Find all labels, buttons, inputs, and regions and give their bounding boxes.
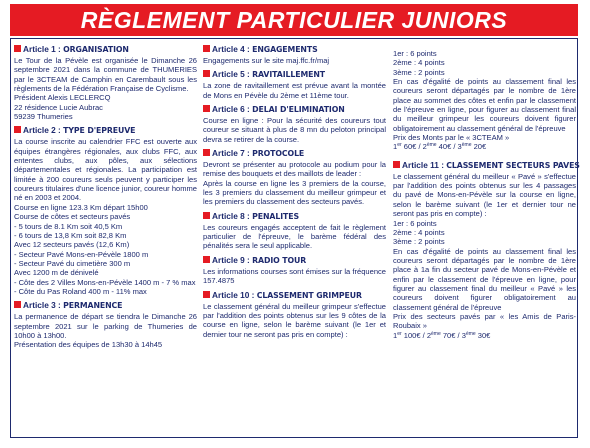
address-city: 59239 Thumeries	[14, 112, 73, 122]
column-middle	[203, 44, 386, 343]
article-heading: Article 2 : TYPE D'EPREUVE	[14, 125, 197, 136]
square-bullet-icon	[203, 105, 210, 112]
points-line: 1er : 6 points	[393, 218, 437, 228]
article-11	[393, 159, 580, 340]
square-bullet-icon	[393, 161, 400, 168]
article-heading: Article 11 : CLASSEMENT SECTEURS PAVES	[393, 160, 576, 171]
article-text: La permanence de départ se tiendra le Dimanche 26 septembre 2021 sur le parking de Thumeries de 10h00 à 13h00.	[14, 312, 197, 340]
article-10-continued	[393, 49, 576, 152]
points-line: 2ème : 4 points	[393, 227, 445, 237]
text-line: - Côte du Pas Roland 400 m - 11% max	[14, 286, 147, 296]
article-text: Le Tour de la Pévèle est organisée le Dimanche 26 septembre 2021 dans la commune de THUMERIES par le 3CTEAM de Camphin en Carembault sous les règlements de la Fédération Française de Cyclisme.	[14, 56, 197, 94]
president-name: Président Alexis LECLERCQ	[14, 93, 111, 103]
square-bullet-icon	[203, 70, 210, 77]
text-line: - 5 tours de 8.1 Km soit 40,5 Km	[14, 221, 123, 231]
article-heading: Article 6 : DELAI D'ELIMINATION	[203, 104, 386, 115]
text-line: Course en ligne 123.3 Km départ 15h00	[14, 202, 148, 212]
points-line: 3ème : 2 points	[393, 237, 445, 247]
square-bullet-icon	[203, 291, 210, 298]
column-right	[393, 49, 580, 344]
header-banner	[10, 4, 578, 36]
article-heading: Article 1 : ORGANISATION	[14, 44, 197, 55]
prize-amounts: 1er 100€ / 2ème 70€ / 3ème 30€	[393, 330, 491, 340]
points-line: 3ème : 2 points	[393, 67, 445, 77]
article-1	[14, 44, 197, 121]
article-8	[203, 211, 386, 251]
article-10	[203, 290, 386, 339]
article-text: Course en ligne : Pour la sécurité des coureurs tout coureur se situant à plus de 8 mn du peloton principal devra se retirer de la course.	[203, 116, 386, 144]
article-heading: Article 4 : ENGAGEMENTS	[203, 44, 386, 55]
text-line: - Secteur Pavé du cimetière 300 m	[14, 258, 131, 268]
article-text: En cas d'égalité de points au classement final les coureurs seront départagés par le nombre de 1ère place à 1a fin du secteur pavé de Mons-en-Pévèle et enfin par le classement de l'épreuve en ligne, pour figurer au classement final du meilleur « Pavé » les coureurs doivent figurer obligatoirement au classement général de l'épreuve	[393, 246, 576, 312]
article-text: Les informations courses sont émises sur la fréquence 157.4875	[203, 266, 386, 286]
points-line: 1er : 6 points	[393, 49, 437, 58]
article-heading: Article 7 : PROTOCOLE	[203, 148, 386, 159]
article-heading: Article 3 : PERMANENCE	[14, 300, 197, 311]
engagement-link[interactable]: Engagements sur le site maj.ffc.fr/maj	[203, 56, 330, 65]
article-9	[203, 255, 386, 286]
article-text: Le classement général du meilleur « Pavé » s'effectue par l'addition des points obtenus sur les 4 passages du pavé de Mons-en-Pévèle sur la course en ligne, selon le barème suivant (le 1er et dernier tour ne seront pas pris en compte) :	[393, 171, 576, 219]
address-line: 22 résidence Lucie Aubrac	[14, 102, 103, 112]
square-bullet-icon	[203, 212, 210, 219]
square-bullet-icon	[203, 149, 210, 156]
square-bullet-icon	[203, 256, 210, 263]
article-7	[203, 148, 386, 207]
article-heading: Article 10 : CLASSEMENT GRIMPEUR	[203, 290, 386, 301]
article-text: Devront se présenter au protocole au podium pour la remise des bouquets et des maillots de leader :	[203, 160, 386, 179]
article-4	[203, 44, 386, 65]
square-bullet-icon	[203, 45, 210, 52]
article-heading: Article 9 : RADIO TOUR	[203, 255, 386, 266]
article-text: Les coureurs engagés acceptent de fait le règlement particulier de l'épreuve, le barème fédéral des pénalités sera le seul applicable.	[203, 222, 386, 251]
text-line: Avec 1200 m de dénivelé	[14, 268, 99, 278]
points-line: 2ème : 4 points	[393, 58, 445, 68]
text-line: Avec 12 secteurs pavés (12,6 Km)	[14, 240, 130, 250]
square-bullet-icon	[14, 301, 21, 308]
article-text: En cas d'égalité de points au classement final les coureurs seront départagés par le nombre de 1ère place au sommet des côtes et enfin par le classement de l'épreuve en ligne, pour figurer au classement final du meilleur grimpeur les coureurs doivent figurer obligatoirement au classement général de l'épreuve	[393, 77, 576, 133]
text-line: - Secteur Pavé Mons-en-Pévèle 1800 m	[14, 249, 149, 259]
article-text: Le classement général du meilleur grimpeur s'effectue par l'addition des points obtenus sur les 9 côtes de la course en ligne, selon le barème suivant (le 1er et dernier tour ne seront pas pris en compte) :	[203, 301, 386, 339]
text-line: Présentation des équipes de 13h30 à 14h45	[14, 340, 163, 350]
article-text: La zone de ravitaillement est prévue avant la montée de Mons en Pévèle du 2ème et 11ème tour.	[203, 81, 386, 100]
article-3	[14, 300, 197, 349]
article-text: Après la course en ligne les 3 premiers de la course, les 3 premiers du classement du meilleur grimpeur et les premiers du classement des secteurs pavés.	[203, 178, 386, 207]
article-text: La course inscrite au calendrier FFC est ouverte aux équipes étrangères régionales, aux clubs FFC, aux ententes clubs, aux pôles, aux sélections départementales et régionales. La participation est limitée à 200 coureurs seuls peuvent y participer les coureurs titulaires d'une licence junior, coureur homme né en 2003 et 2004.	[14, 137, 197, 203]
text-line: - Côte des 2 Villes Mons-en-Pévèle 1400 m - 7 % max	[14, 277, 196, 287]
square-bullet-icon	[14, 45, 21, 52]
article-heading: Article 5 : RAVITAILLEMENT	[203, 69, 386, 80]
column-left	[14, 44, 197, 354]
prize-title: Prix des secteurs pavés par « les Amis de Paris-Roubaix »	[393, 311, 576, 331]
article-5	[203, 69, 386, 100]
text-line: Course de côtes et secteurs pavés	[14, 212, 131, 222]
article-2	[14, 125, 197, 296]
page-title: RÈGLEMENT PARTICULIER JUNIORS	[80, 6, 508, 33]
prize-amounts: 1er 60€ / 2ème 40€ / 3ème 20€	[393, 142, 487, 152]
text-line: - 6 tours de 13,8 Km soit 82,8 Km	[14, 230, 127, 240]
article-6	[203, 104, 386, 144]
prize-title: Prix des Monts par le « 3CTEAM »	[393, 133, 510, 143]
article-heading: Article 8 : PENALITES	[203, 211, 386, 222]
square-bullet-icon	[14, 126, 21, 133]
